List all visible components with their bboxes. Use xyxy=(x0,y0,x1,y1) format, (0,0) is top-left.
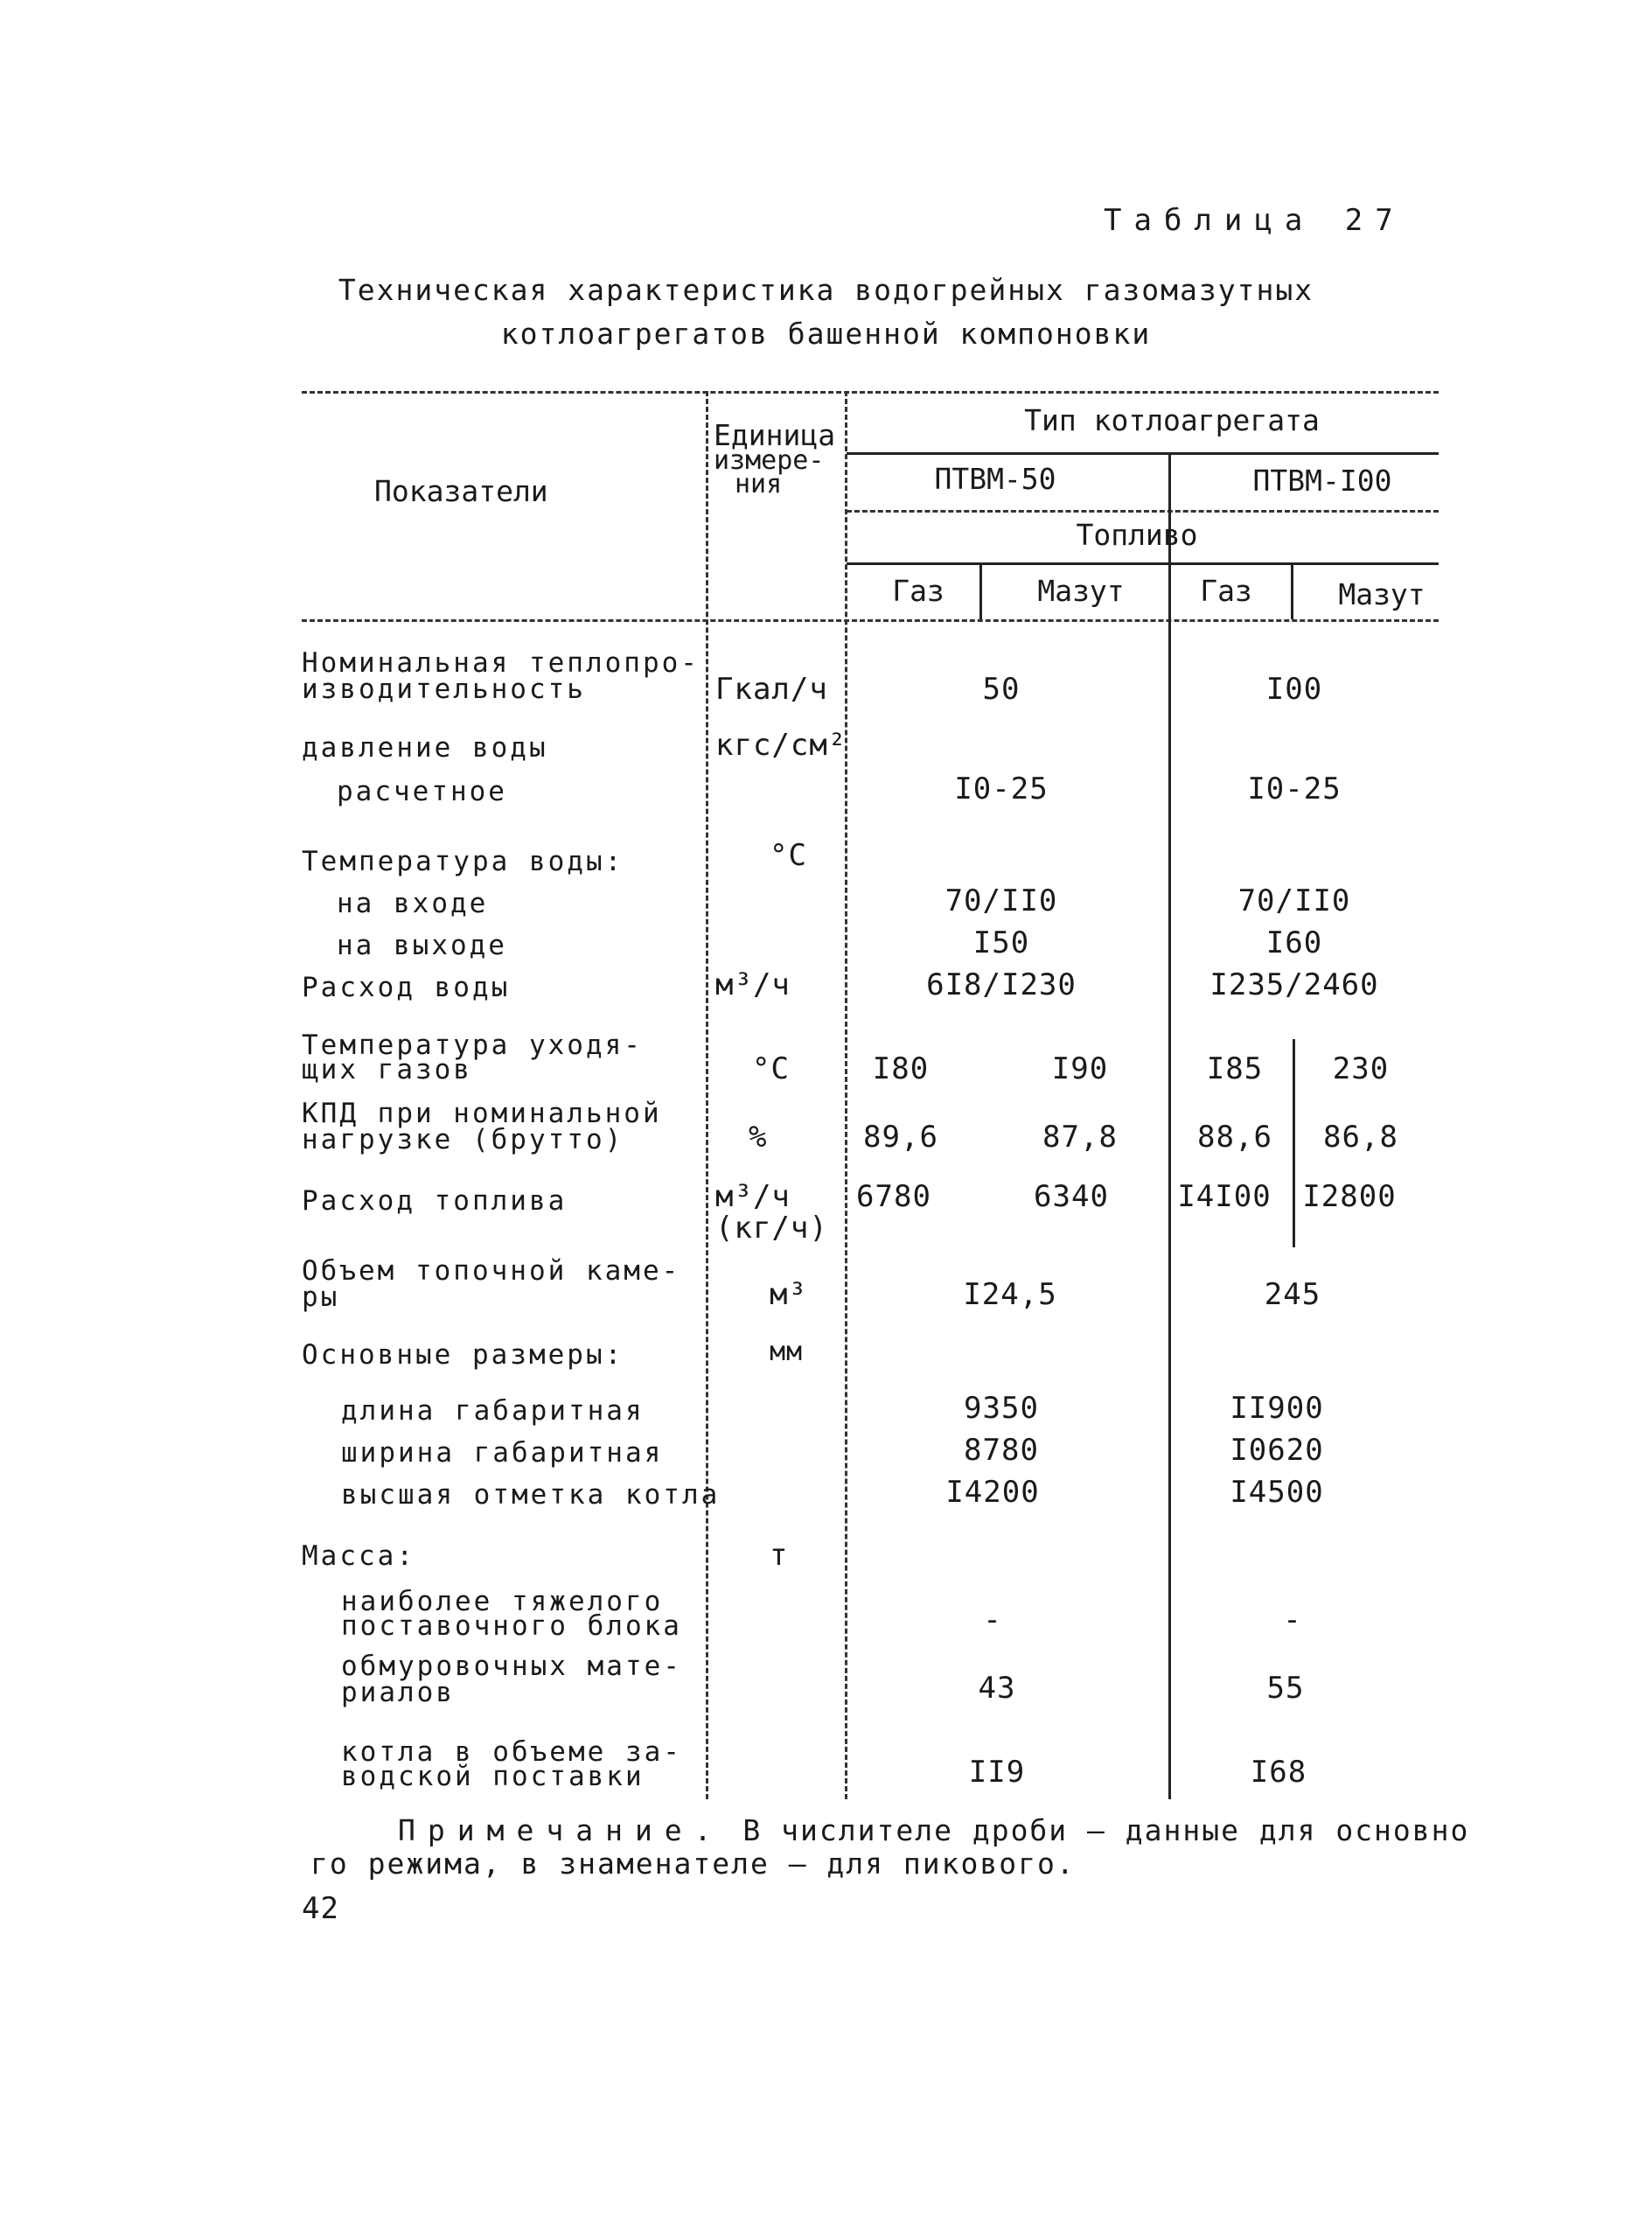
type-under-rule xyxy=(847,452,1439,455)
row-furnace-volume-ptvm100: 245 xyxy=(1264,1277,1321,1312)
row-materials-label-2: риалов xyxy=(341,1677,455,1708)
row-fuel-consumption-label: Расход топлива xyxy=(302,1185,568,1217)
row-height-ptvm50: I4200 xyxy=(945,1475,1040,1510)
row-width-ptvm50: 8780 xyxy=(964,1433,1039,1468)
header-gas-2: Газ xyxy=(1200,574,1252,608)
gas2-oil2-divider xyxy=(1291,562,1293,619)
header-oil-2: Мазут xyxy=(1338,577,1425,611)
row-heat-output-label-2: изводительность xyxy=(302,674,586,705)
row-water-flow-ptvm50: 6I8/I230 xyxy=(926,967,1077,1002)
note-text-1: В числителе дроби – данные для основно xyxy=(742,1813,1470,1847)
note-heading: Примечание. xyxy=(398,1813,724,1847)
row-flue-temp-label-1: Температура уходя- xyxy=(302,1030,643,1061)
row-water-outlet-ptvm50: I50 xyxy=(972,925,1030,960)
row-width-ptvm100: I0620 xyxy=(1230,1433,1324,1468)
header-gas-1: Газ xyxy=(892,574,944,608)
row-efficiency-gas1: 89,6 xyxy=(863,1120,938,1155)
row-flue-temp-label-2: щих газов xyxy=(302,1054,472,1086)
row-length-ptvm100: II900 xyxy=(1230,1391,1324,1426)
row-flue-temp-oil1: I90 xyxy=(1051,1051,1109,1086)
row-heavy-block-ptvm50: - xyxy=(983,1602,1002,1637)
row-heat-output-ptvm100: I00 xyxy=(1265,672,1323,707)
row-efficiency-oil1: 87,8 xyxy=(1042,1120,1118,1155)
row-water-inlet-ptvm50: 70/II0 xyxy=(944,883,1058,918)
row-boiler-mass-ptvm100: I68 xyxy=(1250,1755,1307,1790)
row-fuel-consumption-oil1: 6340 xyxy=(1034,1179,1109,1214)
row-dimensions-unit: мм xyxy=(770,1337,804,1367)
table-title-line-1: Техническая характеристика водогрейных газомазутных xyxy=(338,273,1314,307)
row-flue-temp-gas1: I80 xyxy=(872,1051,930,1086)
table-top-rule xyxy=(302,391,1439,394)
gas1-oil1-divider xyxy=(979,562,982,619)
row-water-inlet-label: на входе xyxy=(337,888,489,919)
row-efficiency-label-2: нагрузке (брутто) xyxy=(302,1124,624,1155)
row-water-pressure-ptvm100: I0-25 xyxy=(1247,771,1342,806)
row-water-outlet-ptvm100: I60 xyxy=(1265,925,1323,960)
row-water-pressure-ptvm50: I0-25 xyxy=(954,771,1049,806)
row-height-ptvm100: I4500 xyxy=(1230,1475,1324,1510)
row-heavy-block-label-1: наиболее тяжелого xyxy=(341,1586,664,1617)
header-bottom-rule xyxy=(302,619,1439,622)
row-width-label: ширина габаритная xyxy=(341,1437,664,1469)
row-water-temp-label: Температура воды: xyxy=(302,846,624,877)
note-text-2: го режима, в знаменателе – для пикового. xyxy=(310,1847,1076,1881)
row-materials-ptvm100: 55 xyxy=(1266,1671,1305,1706)
row-flue-temp-gas2: I85 xyxy=(1206,1051,1264,1086)
row-dimensions-label: Основные размеры: xyxy=(302,1339,624,1371)
row-fuel-consumption-gas1: 6780 xyxy=(856,1179,931,1214)
row-materials-label-1: обмуровочных мате- xyxy=(341,1651,682,1682)
fuel-under-rule xyxy=(847,562,1439,565)
header-fuel: Топливо xyxy=(1076,518,1198,552)
note-line-1 xyxy=(398,1814,1469,1847)
row-length-ptvm50: 9350 xyxy=(964,1391,1039,1426)
row-efficiency-label-1: КПД при номинальной xyxy=(302,1098,662,1129)
header-indicators: Показатели xyxy=(374,474,548,508)
header-oil-1: Мазут xyxy=(1037,574,1125,608)
row-fuel-consumption-unit-1: м³/ч xyxy=(715,1179,791,1214)
row-length-label: длина габаритная xyxy=(341,1395,645,1427)
row-furnace-volume-ptvm50: I24,5 xyxy=(963,1277,1057,1312)
row-fuel-consumption-oil2: I2800 xyxy=(1302,1179,1397,1214)
row-boiler-mass-ptvm50: II9 xyxy=(968,1755,1026,1790)
gas2-oil2-data-divider xyxy=(1293,1039,1295,1247)
header-model-ptvm100: ПТВМ-I00 xyxy=(1252,464,1392,498)
header-unit-line-1: Единица xyxy=(714,418,836,452)
row-heat-output-ptvm50: 50 xyxy=(982,672,1021,707)
row-boiler-mass-label-2: водской поставки xyxy=(341,1761,645,1792)
row-fuel-consumption-gas2: I4I00 xyxy=(1177,1179,1272,1214)
row-fuel-consumption-unit-2: (кг/ч) xyxy=(715,1211,828,1246)
row-furnace-volume-label-1: Объем топочной каме- xyxy=(302,1255,681,1287)
row-heat-output-label-1: Номинальная теплопро- xyxy=(302,647,700,679)
row-efficiency-oil2: 86,8 xyxy=(1323,1120,1398,1155)
row-efficiency-unit: % xyxy=(749,1120,768,1155)
row-water-pressure-unit: кгс/см² xyxy=(715,728,847,763)
header-boiler-type: Тип котлоагрегата xyxy=(1024,403,1320,437)
model-under-rule xyxy=(847,510,1439,513)
row-height-label: высшая отметка котла xyxy=(341,1479,721,1511)
row-flue-temp-oil2: 230 xyxy=(1332,1051,1390,1086)
row-heavy-block-ptvm100: - xyxy=(1283,1602,1302,1637)
header-model-ptvm50: ПТВМ-50 xyxy=(934,462,1056,496)
row-flue-temp-unit: °С xyxy=(752,1051,790,1086)
model-divider-rule xyxy=(1168,452,1171,1799)
row-heat-output-unit: Гкал/ч xyxy=(715,672,828,707)
row-water-flow-label: Расход воды xyxy=(302,972,511,1003)
row-water-pressure-sub-label: расчетное xyxy=(337,776,507,807)
unit-column-left-rule xyxy=(706,391,708,1799)
row-efficiency-gas2: 88,6 xyxy=(1197,1120,1272,1155)
table-title-line-2: котлоагрегатов башенной компоновки xyxy=(500,317,1152,351)
row-furnace-volume-unit: м³ xyxy=(770,1277,807,1312)
table-caption: Таблица 27 xyxy=(1104,203,1405,238)
row-boiler-mass-label-1: котла в объеме за- xyxy=(341,1736,682,1768)
row-water-pressure-label: давление воды xyxy=(302,732,548,764)
header-unit-line-2: измере- xyxy=(714,445,825,476)
page-number: 42 xyxy=(302,1891,339,1926)
row-water-flow-ptvm100: I235/2460 xyxy=(1209,967,1379,1002)
row-materials-ptvm50: 43 xyxy=(978,1671,1016,1706)
row-water-temp-unit: °С xyxy=(770,838,807,873)
row-mass-unit: т xyxy=(770,1538,789,1573)
row-water-outlet-label: на выходе xyxy=(337,930,507,961)
header-unit-line-3: ния xyxy=(735,469,783,499)
row-water-flow-unit: м³/ч xyxy=(715,967,791,1002)
row-water-inlet-ptvm100: 70/II0 xyxy=(1237,883,1351,918)
unit-column-right-rule xyxy=(845,391,847,1799)
row-furnace-volume-label-2: ры xyxy=(302,1281,340,1313)
row-heavy-block-label-2: поставочного блока xyxy=(341,1610,682,1642)
row-mass-label: Масса: xyxy=(302,1540,415,1572)
